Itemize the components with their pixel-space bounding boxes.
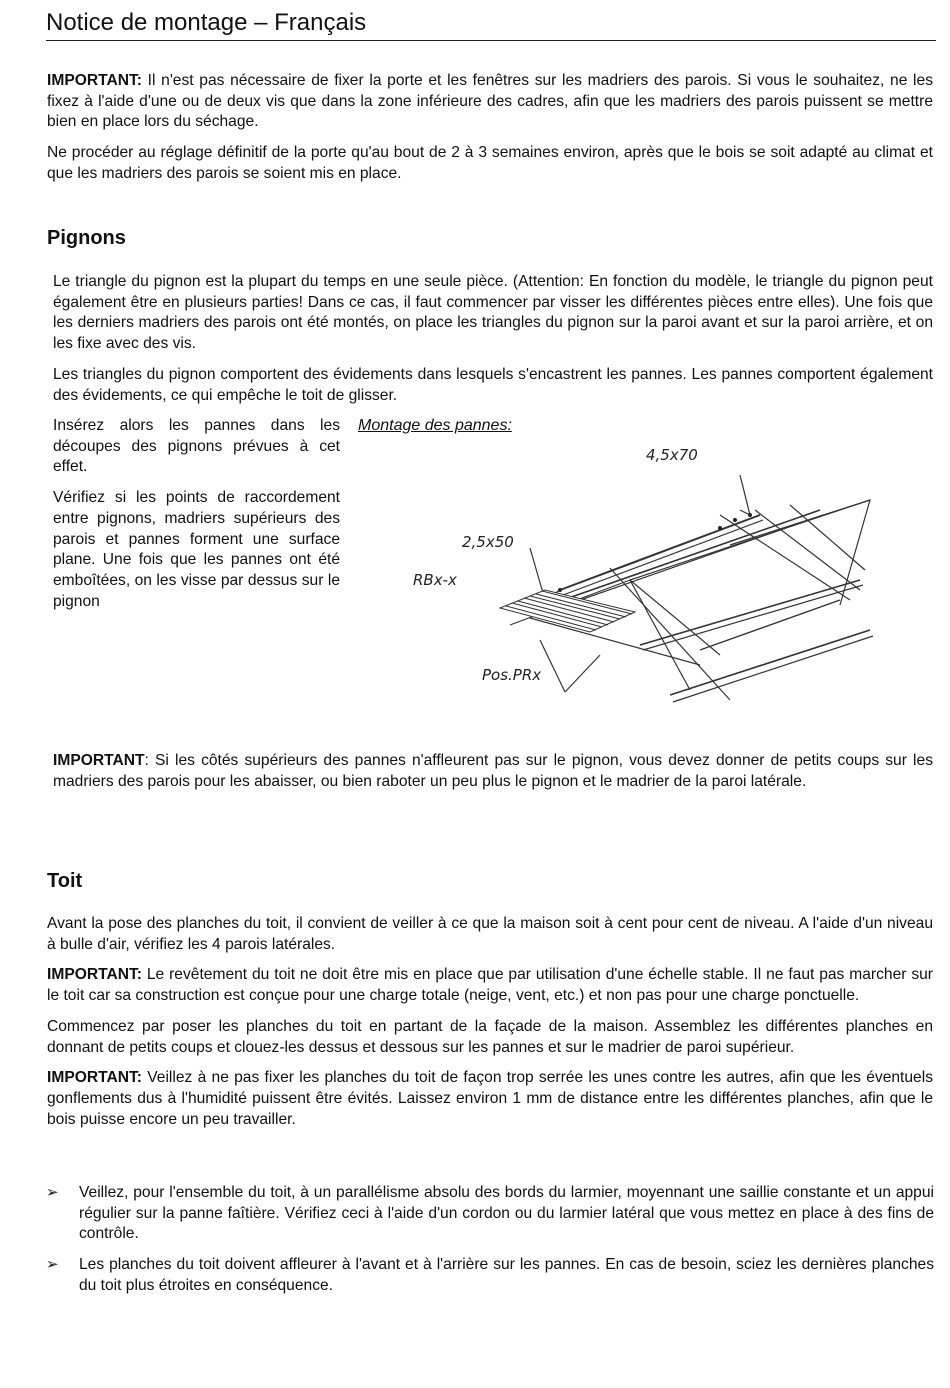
toit-paragraph-4 bbox=[47, 1068, 933, 1130]
important-label: IMPORTANT: bbox=[47, 72, 142, 89]
roof-board-panel bbox=[500, 590, 635, 632]
ridge-purlin bbox=[560, 515, 760, 590]
intro-paragraph-1 bbox=[47, 71, 933, 133]
page-title: Notice de montage – Français bbox=[46, 9, 367, 36]
bullet-text-1: Veillez, pour l'ensemble du toit, à un parallélisme absolu des bords du larmier, moyennant une saillie constante et un appui régulier sur la panne faîtière. Vérifiez ceci à l'aide d'un cordon ou du larmier latéral que vous mettez en place à des fins de contrôle. bbox=[79, 1184, 934, 1243]
purlin-3 bbox=[670, 630, 870, 695]
intro-paragraph-1-text: Il n'est pas nécessaire de fixer la porte et les fenêtres sur les madriers des parois. Si vous le souhaitez, ne les fixez à l'aide d'une ou de deux vis que dans la zone inférieure des cadres, afin que les madriers des parois puissent se mettre bien en place lors du séchage. bbox=[47, 72, 933, 131]
toit-paragraph-2 bbox=[47, 965, 933, 1006]
bullet-item-2 bbox=[46, 1255, 934, 1296]
leader-4-5x70 bbox=[740, 475, 750, 515]
pignons-left-column bbox=[53, 416, 340, 612]
pignons-paragraph-3: Insérez alors les pannes dans les découpes des pignons prévues à cet effet. bbox=[53, 417, 340, 476]
pignons-paragraph-5-text: : Si les côtés supérieurs des pannes n'affleurent pas sur le pignon, vous devez donner de petits coups sur les madriers des parois pour les abaisser, ou bien raboter un peu plus le pignon et le madrier de la paroi latérale. bbox=[53, 752, 933, 790]
purlin-assembly-diagram bbox=[400, 440, 890, 730]
pignons-paragraph-2: Les triangles du pignon comportent des évidements dans lesquels s'encastrent les pannes. Les pannes comportent également des évidements, ce qui empêche le toit de glisser. bbox=[53, 365, 933, 404]
important-label: IMPORTANT: bbox=[47, 966, 142, 984]
label-screw-2-5x50: 2,5x50 bbox=[462, 533, 514, 551]
pignons-paragraph-1: Le triangle du pignon est la plupart du temps en une seule pièce. (Attention: En fonction du modèle, le triangle du pignon peut également être en plusieurs parties! Dans ce cas, il faut commencer par visser les différentes pièces entre elles). Une fois que les derniers madriers des parois ont été montés, on place les triangles du pignon sur la paroi avant et sur la paroi arrière, et on les fixe avec des vis. bbox=[53, 273, 933, 353]
bullet-text-2: Les planches du toit doivent affleurer à l'avant et à l'arrière sur les pannes. En cas de besoin, sciez les dernières planches du toit plus étroites en conséquence. bbox=[79, 1256, 934, 1294]
pignons-important bbox=[53, 751, 933, 792]
bullet-item-1 bbox=[46, 1183, 934, 1245]
toit-section bbox=[47, 914, 933, 1130]
important-label: IMPORTANT bbox=[53, 752, 145, 769]
pignons-paragraph-5 bbox=[53, 751, 933, 792]
intro-section bbox=[47, 71, 933, 185]
figure-caption: Montage des pannes: bbox=[358, 417, 512, 434]
bullet-arrow-icon: ➢ bbox=[46, 1184, 59, 1201]
leader-pos-prx bbox=[540, 640, 565, 692]
section-heading-toit: Toit bbox=[47, 870, 83, 892]
purlin-1 bbox=[540, 510, 820, 608]
intro-paragraph-2: Ne procéder au réglage définitif de la porte qu'au bout de 2 à 3 semaines environ, après que le bois se soit adapté au climat et que les madriers des parois se soient mis en place. bbox=[47, 144, 933, 182]
toit-paragraph-3: Commencez par poser les planches du toit en partant de la façade de la maison. Assemblez les différentes planches en donnant de petits coups et clouez-les dessus et dessous sur les pannes et sur le madrier de paroi supérieur. bbox=[47, 1017, 933, 1056]
toit-paragraph-4-text: Veillez à ne pas fixer les planches du toit de façon trop serrée les unes contre les autres, afin que les éventuels gonflements dus à l'humidité puissent être évités. Laissez environ 1 mm de distance entre les différentes planches, afin que le bois puisse encore un peu travailler. bbox=[47, 1069, 933, 1128]
pignons-intro bbox=[53, 272, 933, 406]
page-header bbox=[46, 8, 936, 41]
label-purlin: Pos.PRx bbox=[482, 666, 542, 684]
label-roof-board: RBx-x bbox=[413, 571, 457, 589]
label-screw-4-5x70: 4,5x70 bbox=[646, 446, 698, 464]
toit-paragraph-1: Avant la pose des planches du toit, il convient de veiller à ce que la maison soit à cent pour cent de niveau. A l'aide d'un niveau à bulle d'air, vérifiez les 4 parois latérales. bbox=[47, 915, 933, 953]
figure-caption-wrap bbox=[358, 416, 658, 436]
section-heading-pignons: Pignons bbox=[47, 227, 126, 249]
pignons-paragraph-4: Vérifiez si les points de raccordement entre pignons, madriers supérieurs des parois et pannes forment une surface plane. Une fois que les pannes ont été emboîtées, on les visse par dessus sur le pignon bbox=[53, 489, 340, 610]
toit-paragraph-2-text: Le revêtement du toit ne doit être mis en place que par utilisation d'une échelle stable. Il ne faut pas marcher sur le toit car sa construction est conçue pour une charge totale (neige, vent, etc.) et non pas pour une charge ponctuelle. bbox=[47, 966, 933, 1005]
bullet-arrow-icon: ➢ bbox=[46, 1256, 59, 1273]
important-label: IMPORTANT: bbox=[47, 1069, 142, 1087]
purlin-2 bbox=[640, 580, 860, 645]
